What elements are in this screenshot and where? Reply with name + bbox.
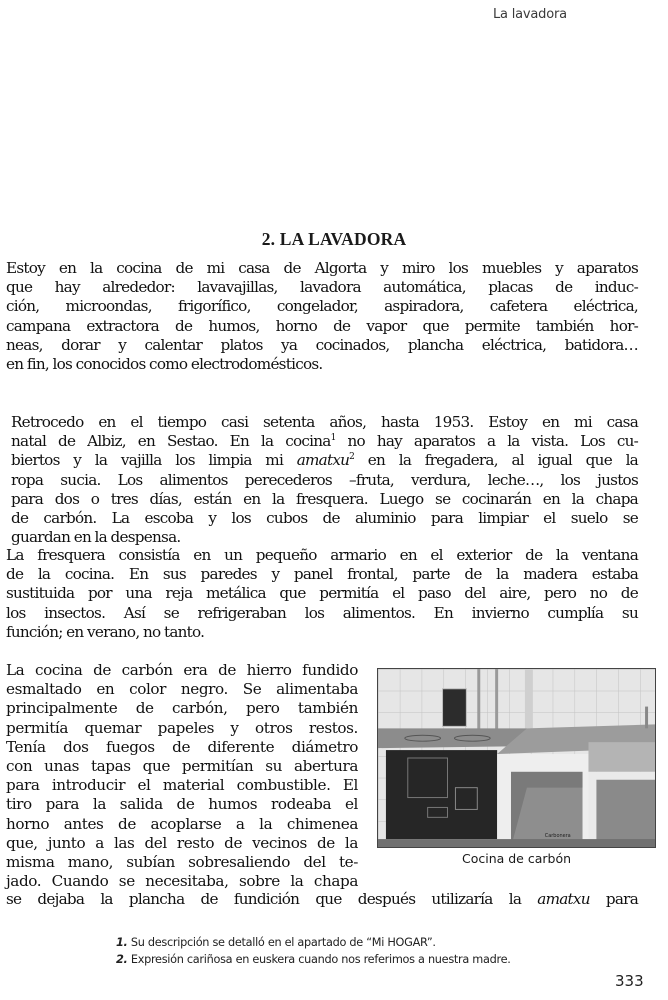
text-line: Retrocedo en el tiempo casi setenta años, hasta 1953. Estoy en mi casa bbox=[11, 413, 638, 431]
sink-opening bbox=[596, 780, 655, 847]
text-line: campana extractora de humos, horno de vapor que permite también hor- bbox=[6, 316, 638, 335]
footnote-number: 1. bbox=[116, 936, 128, 949]
text-line: sustituida por una reja metálica que permitía el paso del aire, pero no de bbox=[6, 584, 638, 603]
footnote-ref-2[interactable]: 2 bbox=[349, 452, 355, 463]
text-line: esmaltado en color negro. Se alimentaba bbox=[6, 680, 358, 699]
wall-corner bbox=[525, 669, 533, 728]
text-line: La cocina de carbón era de hierro fundido bbox=[6, 661, 358, 679]
text-line bbox=[6, 451, 638, 470]
text-line: función; en verano, no tanto. bbox=[6, 622, 205, 641]
text-line: que hay alrededor: lavavajillas, lavadora automática, placas de induc- bbox=[6, 278, 638, 297]
text-line: Estoy en la cocina de mi casa de Algorta y miro los muebles y aparatos bbox=[6, 259, 638, 277]
text-line: que, junto a las del resto de vecinos de la bbox=[6, 833, 358, 852]
text-line: ropa sucia. Los alimentos perecederos –fruta, verdura, leche…, los justos bbox=[11, 470, 638, 489]
stove-body bbox=[386, 750, 497, 839]
text-line: ción, microondas, frigorífico, congelador, aspiradora, cafetera eléctrica, bbox=[6, 297, 638, 316]
text-segment: no hay aparatos a la vista. Los cu- bbox=[335, 432, 638, 451]
paragraph-1 bbox=[6, 259, 638, 374]
text-line: con unas tapas que permitían su abertura bbox=[6, 757, 358, 776]
text-segment: natal de Albiz, en Sestao. En la cocina bbox=[11, 432, 331, 451]
text-segment: en la fregadera, al igual que la bbox=[354, 451, 638, 470]
footnote-ref-1[interactable]: 1 bbox=[330, 433, 336, 444]
text-line: de la cocina. En sus paredes y panel frontal, parte de la madera estaba bbox=[6, 565, 638, 584]
footnotes bbox=[116, 934, 511, 968]
pipe bbox=[495, 669, 498, 730]
pipe bbox=[477, 669, 480, 730]
section-title: 2. LA LAVADORA bbox=[261, 229, 407, 249]
text-segment: biertos y la vajilla los limpia mi bbox=[11, 451, 297, 470]
italic-term: amatxu bbox=[296, 451, 350, 470]
paragraph-5 bbox=[6, 890, 638, 909]
paragraph-2 bbox=[6, 413, 638, 547]
text-line: principalmente de carbón, pero también bbox=[6, 699, 358, 718]
coal-stove-photo bbox=[377, 668, 656, 848]
faucet bbox=[645, 707, 648, 729]
text-line bbox=[6, 890, 638, 909]
paragraph-3 bbox=[6, 546, 638, 642]
paragraph-4 bbox=[6, 661, 358, 891]
footnote-text: Su descripción se detalló en el apartado de “Mi HOGAR”. bbox=[127, 936, 436, 949]
text-line bbox=[6, 432, 638, 451]
figure-caption: Cocina de carbón bbox=[461, 851, 572, 866]
text-line: los insectos. Así se refrigeraban los alimentos. En invierno cumplía su bbox=[6, 603, 638, 622]
text-line: misma mano, subían sobresaliendo del te- bbox=[6, 853, 358, 872]
sink bbox=[588, 742, 655, 772]
chimney-door bbox=[443, 689, 467, 727]
floor bbox=[378, 839, 655, 847]
footnote-text: Expresión cariñosa en euskera cuando nos referimos a nuestra madre. bbox=[127, 953, 511, 966]
footnote-number: 2. bbox=[116, 953, 128, 966]
footnote-1 bbox=[116, 934, 511, 951]
text-line: permitía quemar papeles y otros restos. bbox=[6, 718, 358, 737]
text-line: para introducir el material combustible. El bbox=[6, 776, 358, 795]
text-segment: se dejaba la plancha de fundición que después utilizaría la bbox=[6, 890, 538, 908]
running-head: La lavadora bbox=[493, 7, 567, 22]
text-line: horno antes de acoplarse a la chimenea bbox=[6, 814, 358, 833]
text-line: tiro para la salida de humos rodeaba el bbox=[6, 795, 358, 814]
text-line: en fin, los conocidos como electrodomésticos. bbox=[6, 355, 323, 374]
text-line: para dos o tres días, están en la fresquera. Luego se cocinarán en la chapa bbox=[11, 489, 638, 508]
footnote-2 bbox=[116, 951, 511, 968]
text-line: de carbón. La escoba y los cubos de aluminio para limpiar el suelo se bbox=[11, 509, 638, 528]
text-line: jado. Cuando se necesitaba, sobre la chapa bbox=[6, 872, 358, 891]
italic-term: amatxu bbox=[537, 890, 590, 908]
text-line: Tenía dos fuegos de diferente diámetro bbox=[6, 737, 358, 756]
page-number: 333 bbox=[615, 972, 644, 990]
photo-illustration bbox=[378, 669, 655, 847]
text-line: neas, dorar y calentar platos ya cocinados, plancha eléctrica, batidora… bbox=[6, 335, 638, 354]
text-line: La fresquera consistía en un pequeño armario en el exterior de la ventana bbox=[6, 546, 638, 564]
photo-inner-label: Carbonera bbox=[544, 833, 571, 840]
text-segment: para bbox=[589, 890, 639, 908]
text-line: guardan en la despensa. bbox=[11, 528, 181, 547]
